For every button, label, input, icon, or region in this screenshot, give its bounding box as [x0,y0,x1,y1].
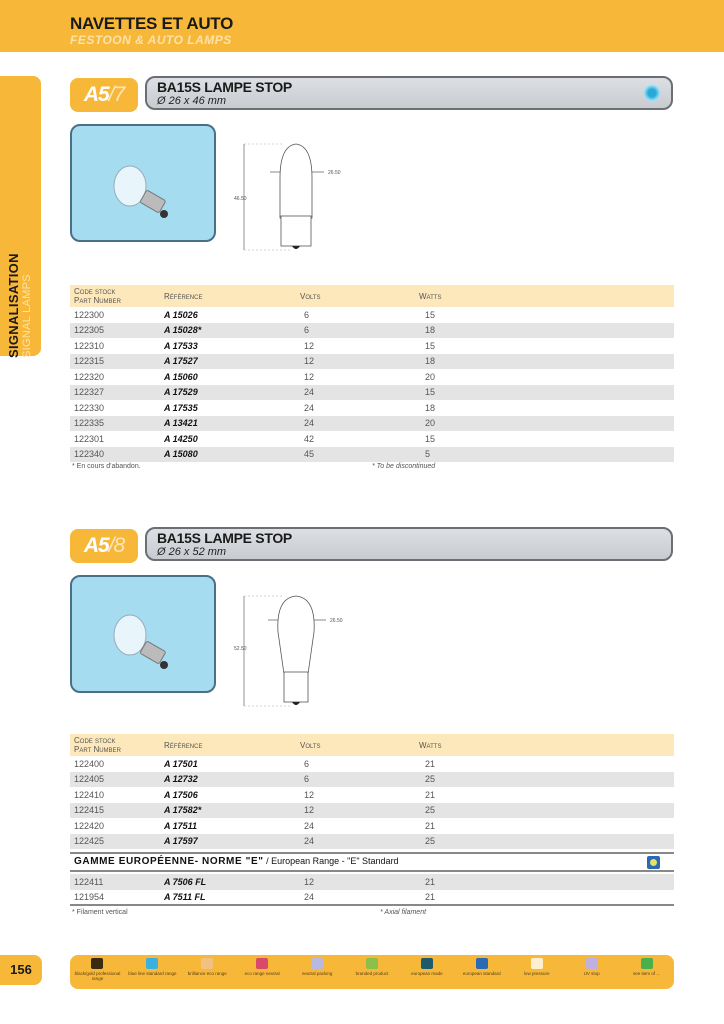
volts-cell: 12 [300,354,415,370]
col-watts: Watts [415,285,674,307]
height-dimension: 52.50 [234,646,247,652]
header-band [0,0,724,52]
table-row [70,874,674,890]
blue-line-icon [643,84,661,102]
part-number-cell: 122315 [70,354,160,370]
table-row [70,354,674,370]
part-number-cell: 122415 [70,803,160,819]
volts-cell: 6 [304,309,310,320]
legend-item [564,955,619,989]
watts-cell: 15 [415,385,674,401]
european-range-header [70,852,674,872]
volts-cell: 24 [304,891,315,902]
reference-cell: A 17535 [164,402,198,413]
legend-item [399,955,454,989]
legend-label: low pressure [523,971,550,976]
side-tab [0,76,41,356]
reference-cell: A 13421 [160,416,300,432]
legend-label: see item of ... [633,971,661,976]
reference-cell: A 15028* [160,323,300,339]
legend-item [180,955,235,989]
technical-drawing [232,588,382,718]
watts-cell: 5 [415,447,674,463]
bulb-photo-icon [72,577,214,691]
neutral-packing-icon [311,958,323,969]
section-code: A5 [83,534,109,557]
watts-cell: 15 [425,433,436,444]
eco-neutral-icon [256,958,268,969]
part-number-cell: 122320 [74,371,105,382]
legend-label: branded product [355,971,389,976]
volts-cell: 12 [304,371,315,382]
part-number-cell: 122305 [70,323,160,339]
part-number-cell: 122330 [74,402,105,413]
volts-cell: 42 [304,433,315,444]
watts-cell: 18 [415,354,674,370]
legend-label: european made [411,971,443,976]
table-row [70,400,674,416]
volts-cell: 24 [304,402,315,413]
table-row [70,447,674,463]
side-tab-title: SIGNALISATION [6,253,21,358]
col-volts: Volts [300,734,415,756]
col-code: Code stock Part Number [70,734,160,756]
brilliance-icon [201,958,213,969]
low-pressure-icon [531,958,543,969]
col-reference: Référence [160,285,300,307]
legend-label: european standard [462,971,501,976]
legend-item [454,955,509,989]
watts-cell: 18 [415,323,674,339]
table-row [70,834,674,850]
volts-cell: 45 [300,447,415,463]
spec-table [70,285,674,462]
part-number-cell: 122301 [74,433,105,444]
part-number-cell: 122310 [74,340,105,351]
blue-line-icon [146,958,158,969]
technical-drawing [232,138,382,268]
watts-cell: 21 [425,758,436,769]
volts-cell: 6 [300,323,415,339]
footnote-fr: * Filament vertical [72,909,128,916]
part-number-cell: 122300 [74,309,105,320]
volts-cell: 6 [304,758,310,769]
legend-item [345,955,400,989]
table-row [70,772,674,788]
legend-label: UV stop [583,971,600,976]
uv-stop-icon [586,958,598,969]
volts-cell: 24 [304,820,315,831]
volts-cell: 24 [300,834,415,850]
watts-cell: 18 [425,402,436,413]
reference-cell: A 17582* [160,803,300,819]
watts-cell: 20 [415,416,674,432]
table-row [70,338,674,354]
part-number-cell: 122327 [70,385,160,401]
legend-item [125,955,180,989]
footnote-en: * Axial filament [380,909,427,916]
reference-cell: A 17511 [164,820,198,831]
section-header [145,527,673,561]
width-dimension: 26.50 [328,170,341,176]
legend-label: neutral packing [301,971,333,976]
watts-cell: 21 [425,789,436,800]
width-dimension: 26.50 [330,618,343,624]
table-row [70,369,674,385]
watts-cell: 15 [425,309,436,320]
volts-cell: 6 [300,772,415,788]
product-dimensions: Ø 26 x 46 mm [157,95,227,107]
table-row [70,416,674,432]
reference-cell: A 17597 [160,834,300,850]
reference-cell: A 15060 [164,371,198,382]
euro-range-title: GAMME EUROPÉENNE- NORME "E" [74,856,264,867]
section-subcode: /7 [108,83,125,106]
reference-cell: A 7511 FL [164,891,206,902]
european-made-icon [421,958,433,969]
footnote-fr: * En cours d'abandon. [72,463,141,470]
col-volts: Volts [300,285,415,307]
volts-cell: 12 [304,789,315,800]
part-number-cell: 122340 [70,447,160,463]
part-number-cell: 122405 [70,772,160,788]
legend-item [290,955,345,989]
legend-item [70,955,125,989]
section-code-badge [70,78,138,112]
european-standard-icon [476,958,488,969]
product-dimensions: Ø 26 x 52 mm [157,546,227,558]
table-row [70,787,674,803]
watts-cell: 20 [425,371,436,382]
part-number-cell: 122400 [74,758,105,769]
watts-cell: 15 [425,340,436,351]
volts-cell: 24 [300,416,415,432]
section-header [145,76,673,110]
section-code-badge [70,529,138,563]
watts-cell: 25 [415,803,674,819]
part-number-cell: 121954 [74,891,105,902]
euro-range-subtitle: / European Range - "E" Standard [263,856,399,866]
european-standard-icon [647,856,660,869]
volts-cell: 24 [300,385,415,401]
table-row [70,756,674,772]
side-tab-subtitle: SIGNAL LAMPS [21,274,33,358]
reference-cell: A 17501 [164,758,198,769]
volts-cell: 12 [304,340,315,351]
col-watts: Watts [415,734,674,756]
reference-cell: A 7506 FL [160,874,300,890]
reference-cell: A 17533 [164,340,198,351]
table-row [70,818,674,834]
table-row [70,385,674,401]
spec-table [70,734,674,849]
reference-cell: A 15080 [160,447,300,463]
part-number-cell: 122411 [70,874,160,890]
volts-cell: 12 [300,803,415,819]
product-photo [70,575,216,693]
watts-cell: 21 [415,874,674,890]
table-row [70,890,674,906]
height-dimension: 46.50 [234,196,247,202]
section-subcode: /8 [108,534,125,557]
watts-cell: 21 [425,820,436,831]
watts-cell: 25 [415,834,674,850]
legend-item [619,955,674,989]
watts-cell: 25 [415,772,674,788]
product-title: BA15S LAMPE STOP [157,530,292,546]
reference-cell: A 17527 [160,354,300,370]
branded-product-icon [366,958,378,969]
part-number-cell: 122335 [70,416,160,432]
reference-cell: A 14250 [164,433,198,444]
table-row [70,323,674,339]
table-row [70,431,674,447]
volts-cell: 12 [300,874,415,890]
see-item-icon [641,958,653,969]
part-number-cell: 122425 [70,834,160,850]
reference-cell: A 17506 [164,789,198,800]
footnote-en: * To be discontinued [372,463,436,470]
watts-cell: 21 [425,891,436,902]
part-number-cell: 122410 [74,789,105,800]
euro-spec-table [70,874,674,906]
page-subtitle: FESTOON & AUTO LAMPS [70,33,232,47]
legend-label: blue line standard range [128,971,177,976]
section-code: A5 [83,83,109,106]
product-photo [70,124,216,242]
legend-item [235,955,290,989]
col-code: Code stock Part Number [70,285,160,307]
bulb-photo-icon [72,126,214,240]
reference-cell: A 17529 [160,385,300,401]
part-number-cell: 122420 [74,820,105,831]
page-title: NAVETTES ET AUTO [70,14,234,33]
black-gold-icon [91,958,103,969]
reference-cell: A 12732 [160,772,300,788]
legend-bar [70,955,674,989]
reference-cell: A 15026 [164,309,198,320]
page-number: 156 [0,955,42,985]
table-row [70,307,674,323]
legend-label: brilliance eco range [187,971,227,976]
table-row [70,803,674,819]
legend-item [509,955,564,989]
legend-label: black/gold professional range [74,971,121,981]
legend-label: eco range neutral [244,971,280,976]
product-title: BA15S LAMPE STOP [157,79,292,95]
col-reference: Référence [160,734,300,756]
